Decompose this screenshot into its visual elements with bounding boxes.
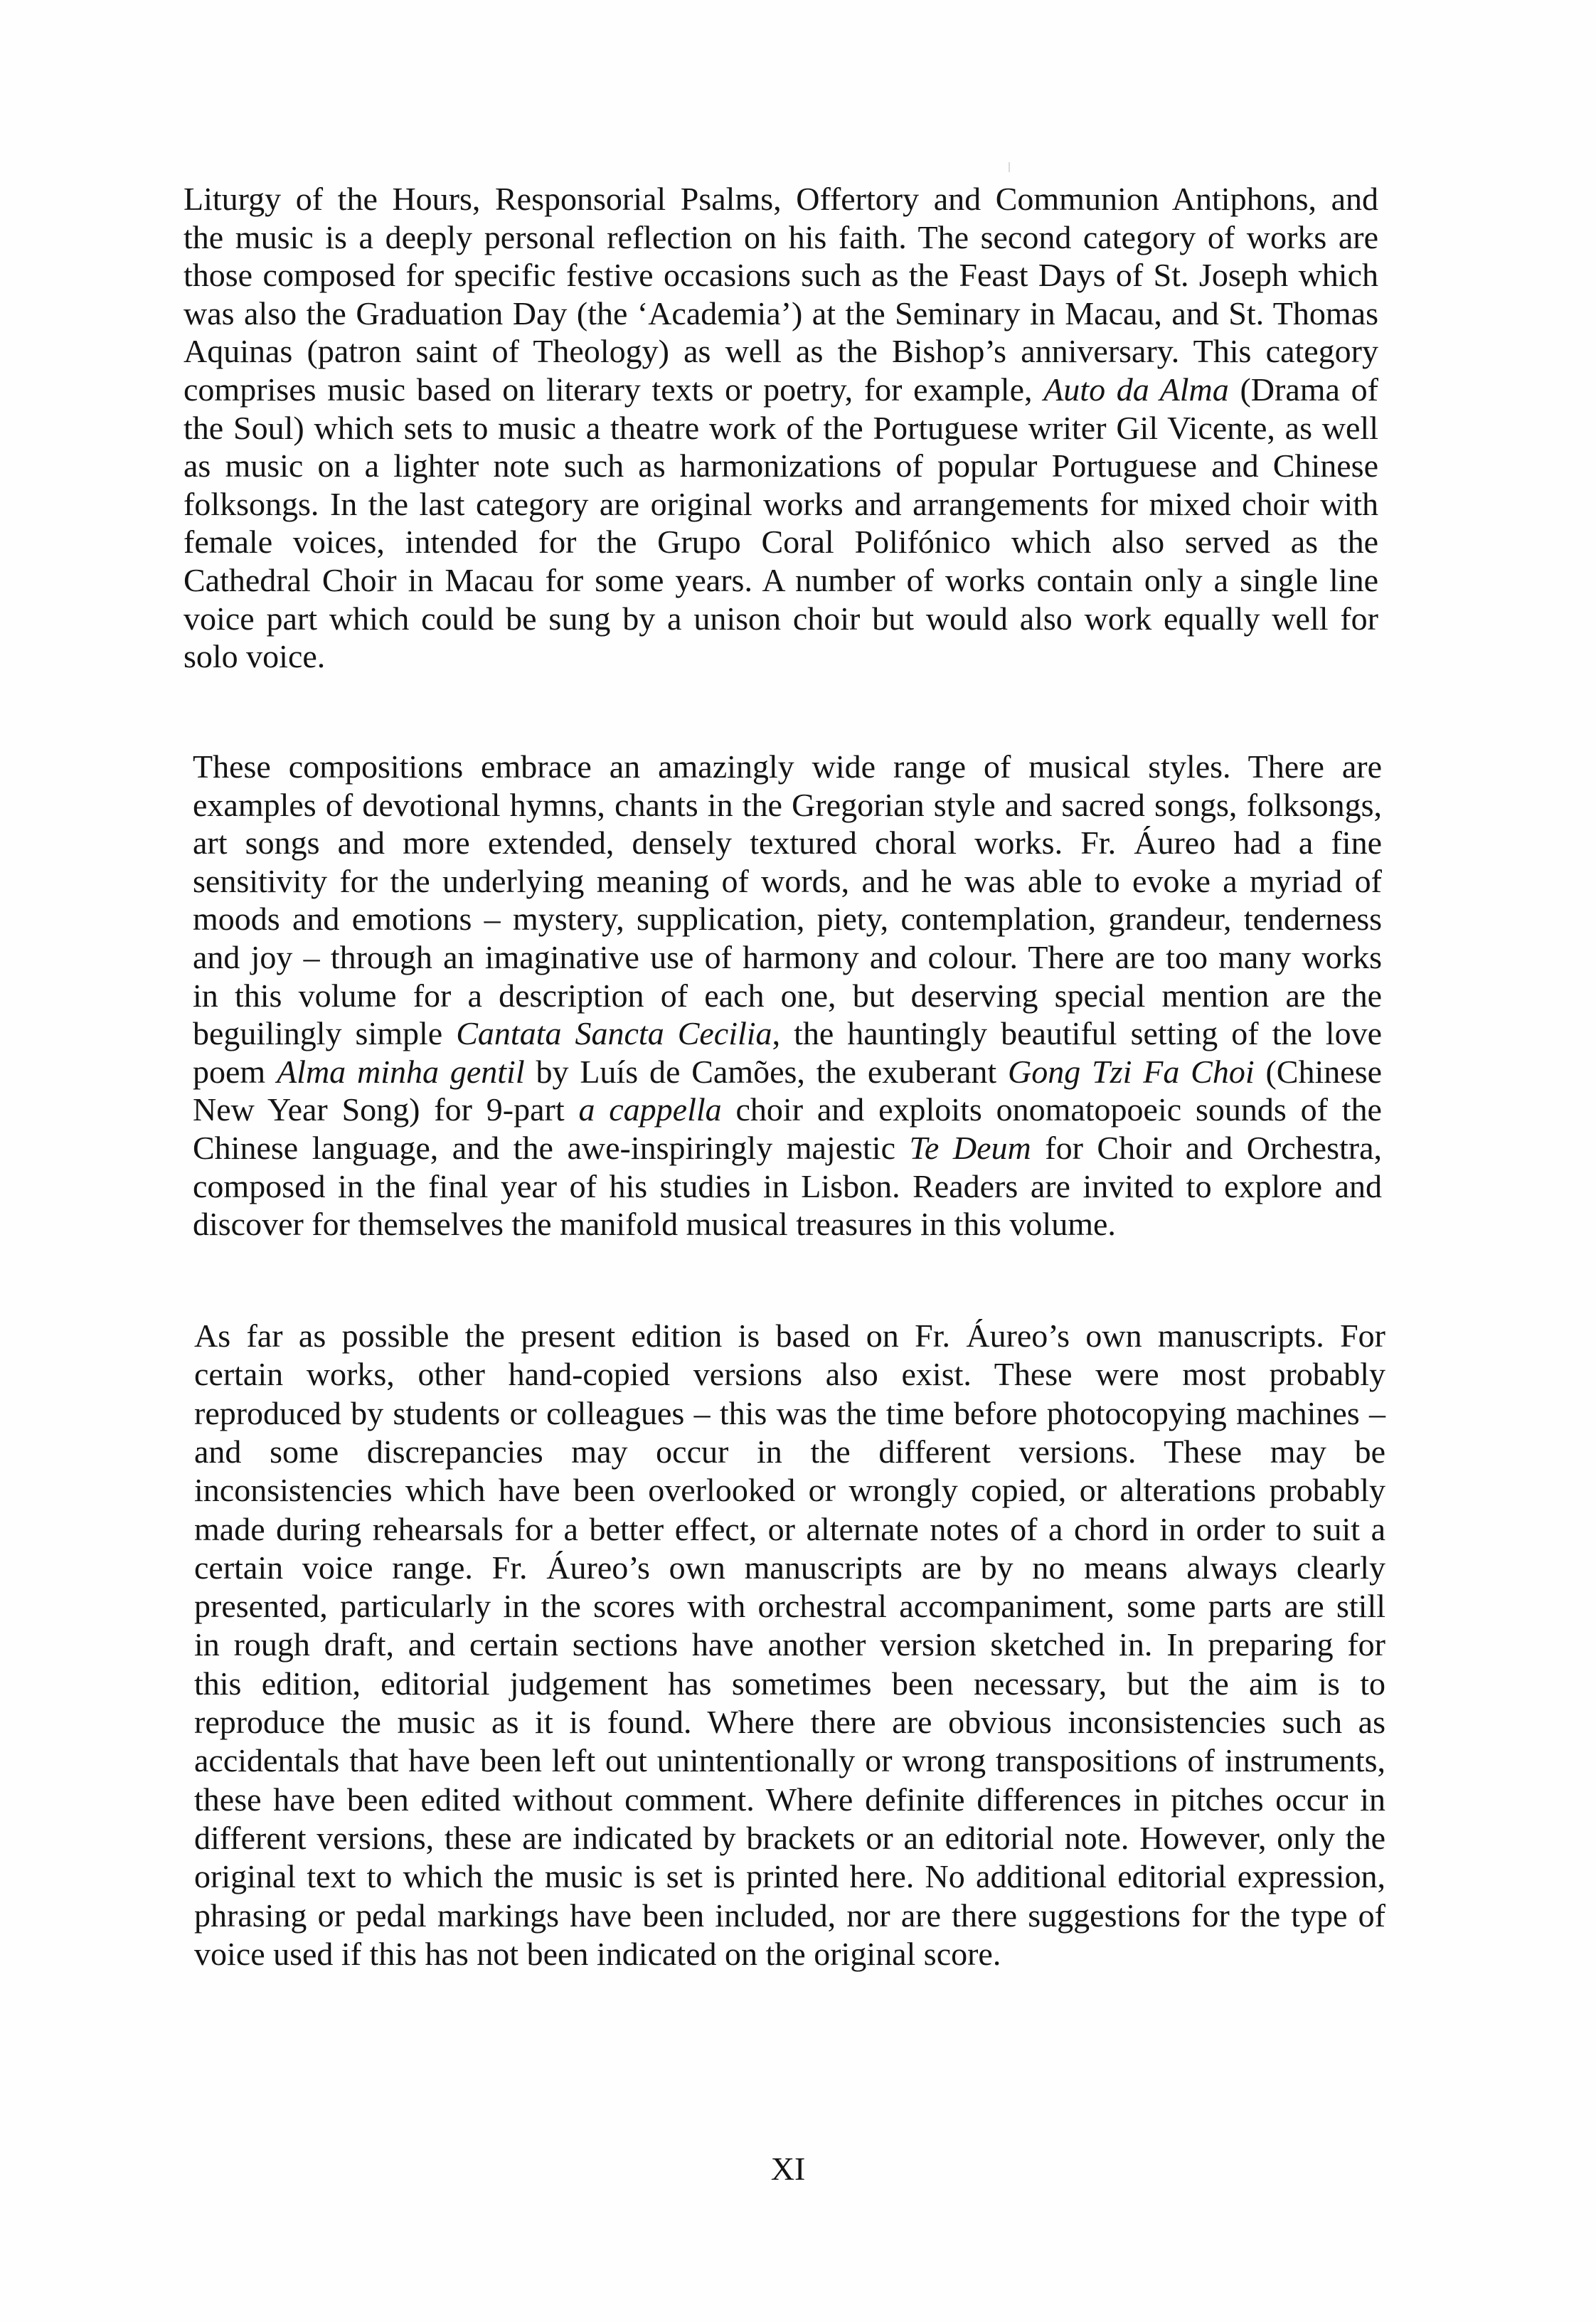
- text-line: comprises music based on literary texts or poetry, for example, Auto da Alma (Drama of: [183, 371, 1378, 408]
- text-line: Liturgy of the Hours, Responsorial Psalms, Offertory and Communion Antiphons, and: [183, 181, 1378, 217]
- text-line: folksongs. In the last category are original works and arrangements for mixed choir with: [183, 485, 1378, 522]
- text-line: certain voice range. Fr. Áureo’s own manuscripts are by no means always clearly: [194, 1549, 1385, 1586]
- text-line: examples of devotional hymns, chants in the Gregorian style and sacred songs, folksongs,: [193, 786, 1382, 823]
- text-line: inconsistencies which have been overlooked or wrongly copied, or alterations probably: [194, 1472, 1385, 1509]
- text-line: reproduce the music as it is found. Where there are obvious inconsistencies such as: [194, 1704, 1385, 1740]
- text-line: in rough draft, and certain sections have another version sketched in. In preparing for: [194, 1626, 1385, 1663]
- text-line: composed in the final year of his studies in Lisbon. Readers are invited to explore and: [193, 1167, 1382, 1204]
- page-number: XI: [770, 2151, 806, 2187]
- italic-title: a cappella: [578, 1091, 722, 1128]
- text-line: These compositions embrace an amazingly wide range of musical styles. There are: [193, 748, 1382, 785]
- text-line: and joy – through an imaginative use of harmony and colour. There are too many works: [193, 939, 1382, 975]
- text-line: solo voice.: [183, 638, 326, 675]
- italic-title: Gong Tzi Fa Choi: [1008, 1053, 1255, 1090]
- text-line: and some discrepancies may occur in the different versions. These may be: [194, 1433, 1385, 1470]
- text-line: As far as possible the present edition is based on Fr. Áureo’s own manuscripts. For: [194, 1318, 1385, 1354]
- text-line: as music on a lighter note such as harmonizations of popular Portuguese and Chinese: [183, 447, 1378, 484]
- italic-title: Auto da Alma: [1043, 371, 1229, 408]
- text-line: was also the Graduation Day (the ‘Academia’) at the Seminary in Macau, and St. Thomas: [183, 295, 1378, 332]
- text-line: these have been edited without comment. Where definite differences in pitches occur in: [194, 1781, 1385, 1818]
- text-line: accidentals that have been left out unintentionally or wrong transpositions of instruments,: [194, 1742, 1385, 1779]
- text-line: Chinese language, and the awe-inspiringly majestic Te Deum for Choir and Orchestra,: [193, 1130, 1382, 1166]
- text-line: poem Alma minha gentil by Luís de Camões, the exuberant Gong Tzi Fa Choi (Chinese: [193, 1053, 1383, 1090]
- text-line: this edition, editorial judgement has sometimes been necessary, but the aim is to: [194, 1665, 1385, 1702]
- text-line: different versions, these are indicated by brackets or an editorial note. However, only the: [194, 1819, 1385, 1856]
- text-line: moods and emotions – mystery, supplication, piety, contemplation, grandeur, tenderness: [193, 901, 1382, 938]
- text-line: the Soul) which sets to music a theatre work of the Portuguese writer Gil Vicente, as well: [183, 409, 1378, 446]
- text-line: the music is a deeply personal reflection on his faith. The second category of works are: [183, 218, 1378, 255]
- text-line: original text to which the music is set is printed here. No additional editorial expression,: [194, 1858, 1385, 1895]
- text-line: beguilingly simple Cantata Sancta Cecilia, the hauntingly beautiful setting of the love: [193, 1015, 1382, 1052]
- text-line: sensitivity for the underlying meaning of words, and he was able to evoke a myriad of: [193, 862, 1382, 899]
- italic-title: Cantata Sancta Cecilia: [456, 1015, 772, 1052]
- text-line: voice used if this has not been indicated on the original score.: [194, 1935, 1001, 1972]
- text-line: female voices, intended for the Grupo Coral Polifónico which also served as the: [183, 524, 1378, 561]
- text-line: made during rehearsals for a better effect, or alternate notes of a chord in order to suit a: [194, 1510, 1385, 1547]
- text-line: presented, particularly in the scores with orchestral accompaniment, some parts are still: [194, 1588, 1385, 1625]
- text-line: art songs and more extended, densely textured choral works. Fr. Áureo had a fine: [193, 825, 1382, 862]
- text-line: phrasing or pedal markings have been included, nor are there suggestions for the type of: [194, 1897, 1385, 1934]
- text-line: discover for themselves the manifold musical treasures in this volume.: [193, 1206, 1116, 1243]
- text-line: reproduced by students or colleagues – this was the time before photocopying machines –: [194, 1394, 1385, 1431]
- text-line: voice part which could be sung by a unison choir but would also work equally well for: [183, 600, 1378, 637]
- text-line: those composed for specific festive occasions such as the Feast Days of St. Joseph which: [183, 257, 1378, 294]
- scan-speck: [1009, 162, 1010, 172]
- italic-title: Te Deum: [909, 1130, 1031, 1166]
- italic-title: Alma minha gentil: [277, 1053, 525, 1090]
- text-line: Aquinas (patron saint of Theology) as well as the Bishop’s anniversary. This category: [183, 333, 1378, 370]
- text-line: certain works, other hand-copied versions also exist. These were most probably: [194, 1356, 1385, 1393]
- text-line: Cathedral Choir in Macau for some years. A number of works contain only a single line: [183, 562, 1378, 598]
- text-line: in this volume for a description of each one, but deserving special mention are the: [193, 977, 1382, 1014]
- text-line: New Year Song) for 9-part a cappella choir and exploits onomatopoeic sounds of the: [193, 1091, 1382, 1128]
